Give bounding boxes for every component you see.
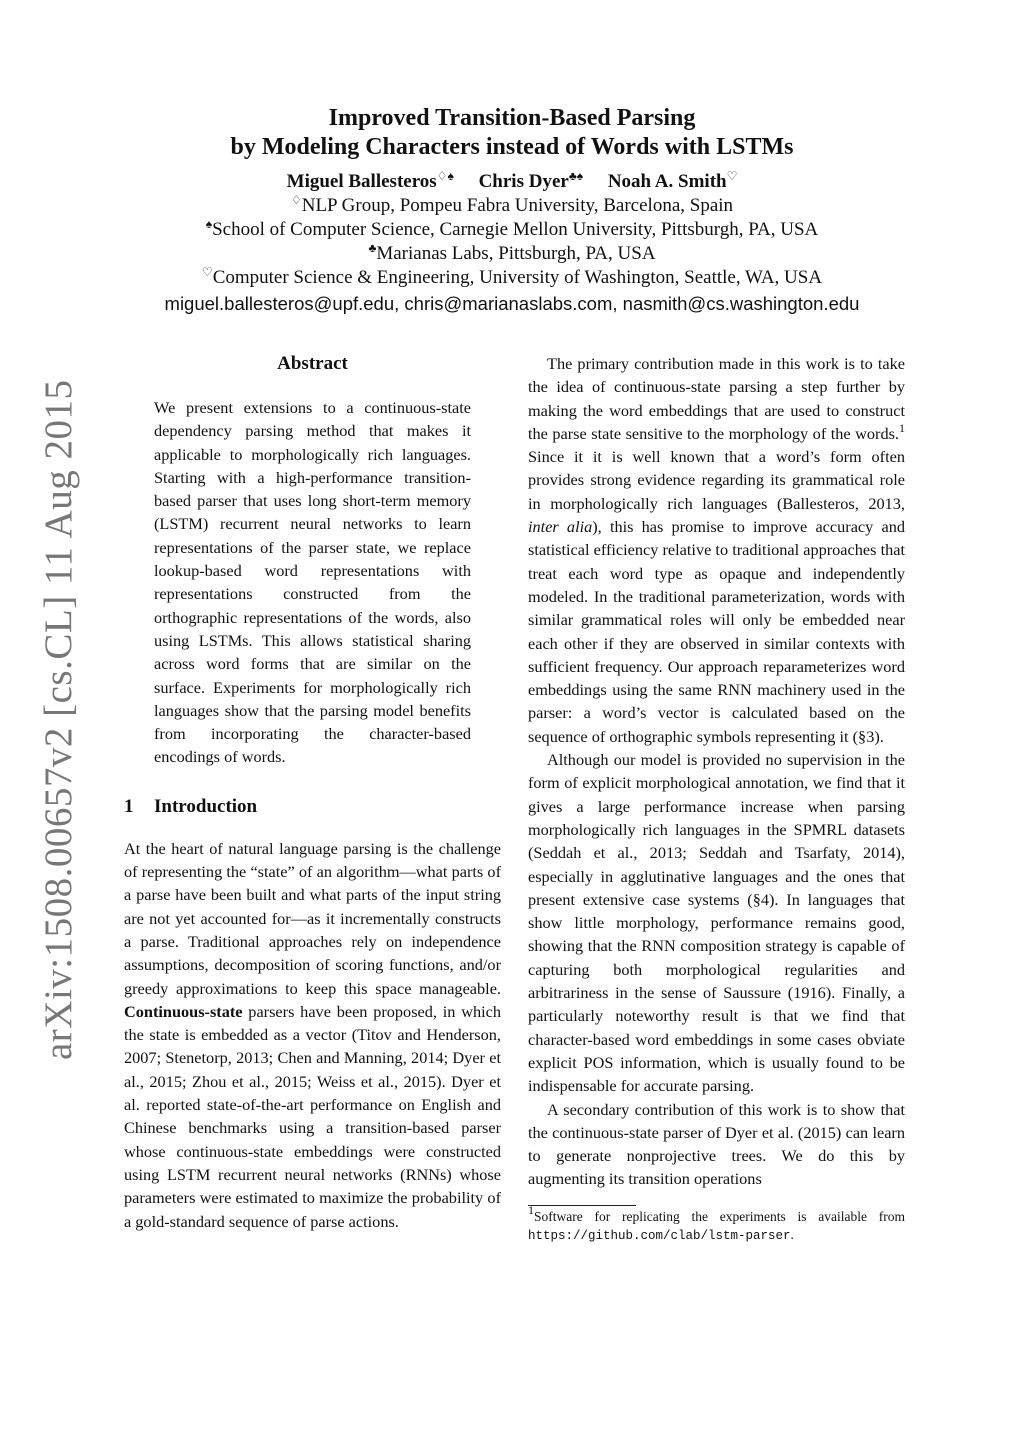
intro-paragraph (124, 837, 501, 1233)
author-marks: ♢♠ (436, 169, 454, 183)
italic-term: inter alia (528, 517, 593, 537)
section-heading-introduction (124, 795, 501, 819)
arxiv-identifier: arXiv:1508.00657v2 [cs.CL] 11 Aug 2015 (37, 379, 80, 1060)
footnote-end: . (790, 1226, 794, 1242)
body-paragraph: Although our model is provided no supervision in the form of explicit morphological annotation, we find that it gives a large performance increase when parsing morphologically rich languages in the SPMRL datasets (Seddah et al., 2013; Seddah and Tsarfaty, 2014), especially in agglutinative languages and the ones that present extensive case systems (§4). In languages that show little morphology, performance remains good, showing that the RNN composition strategy is capable of capturing both morphological regularities and arbitrariness in the sense of Saussure (1916). Finally, a particularly noteworthy result is that we find that character-based word embeddings in some cases obviate explicit POS information, which is usually found to be indispensable for accurate parsing. (528, 750, 905, 1096)
intro-bold-term: Continuous-state (124, 1001, 243, 1021)
affiliation (0, 266, 1024, 290)
affiliation (0, 242, 1024, 266)
title-line-2: by Modeling Characters instead of Words with LSTMs (230, 134, 794, 160)
paragraph-text: Since it it is well known that a word’s form often provides strong evidence regarding its grammatical role in morphologically rich languages (Ballesteros, 2013, (528, 447, 905, 513)
affiliation (0, 218, 1024, 242)
affiliation (0, 194, 1024, 218)
author-name: Miguel Ballesteros (286, 171, 437, 192)
paper-title (0, 104, 1024, 162)
footnote-text: Software for replicating the experiments is available from (534, 1208, 905, 1224)
left-column (124, 352, 501, 1233)
footnote-mark: 1 (528, 1202, 534, 1217)
paper-header (0, 104, 1024, 317)
footnote-ref: 1 (899, 420, 905, 435)
affiliation-text: Marianas Labs, Pittsburgh, PA, USA (376, 243, 656, 264)
affiliation-mark: ♢ (290, 193, 302, 207)
abstract-body: We present extensions to a continuous-state dependency parsing method that makes it applicable to morphologically rich languages. Starting with a high-performance transition-based parser that uses long short-term memory (LSTM) recurrent neural networks to learn representations of the parser state, we replace lookup-based word representations with representations constructed from the orthographic representations of the words, also using LSTMs. This allows statistical sharing across word forms that are similar on the surface. Experiments for morphologically rich languages show that the parsing model benefits from incorporating the character-based encodings of words. (154, 398, 471, 767)
right-column (528, 352, 905, 1245)
section-title: Introduction (154, 795, 258, 817)
footnote-url[interactable]: https://github.com/clab/lstm-parser (528, 1228, 791, 1243)
affiliation-text: School of Computer Science, Carnegie Mellon University, Pittsburgh, PA, USA (212, 219, 819, 240)
paragraph-text: The primary contribution made in this work is to take the idea of continuous-state parsing a step further by making the word embeddings that are used to construct the parse state sensitive to the morphology of the words. (528, 354, 905, 443)
section-number: 1 (124, 795, 134, 817)
author-emails: miguel.ballesteros@upf.edu, chris@marianaslabs.com, nasmith@cs.washington.edu (164, 293, 860, 314)
affiliation-mark: ♠ (205, 217, 213, 231)
affiliation-text: NLP Group, Pompeu Fabra University, Barcelona, Spain (301, 195, 734, 216)
footnote-divider (528, 1205, 636, 1206)
author-marks: ♣♠ (568, 169, 584, 183)
body-paragraph (528, 352, 905, 748)
author-name: Chris Dyer (478, 171, 569, 192)
affiliation-mark: ♣ (368, 241, 377, 255)
author-list (0, 170, 1024, 194)
abstract-heading: Abstract (277, 353, 348, 374)
footnote (528, 1202, 905, 1245)
intro-text: At the heart of natural language parsing is the challenge of representing the “state” of an algorithm—what parts of a parse have been built and what parts of the input string are not yet accounted for—as it incrementally constructs a parse. Traditional approaches rely on independence assumptions, decomposition of scoring functions, and/or greedy approximations to keep this space manageable. (124, 838, 501, 998)
paragraph-text: ), this has promise to improve accuracy and statistical efficiency relative to traditional approaches that treat each word type as opaque and independently modeled. In the traditional parameterization, words with similar grammatical roles will only be embedded near each other if they are observed in similar contexts with sufficient frequency. Our approach reparameterizes word embeddings using the same RNN machinery used in the parser: a word’s vector is calculated based on the sequence of orthographic symbols representing it (§3). (528, 517, 905, 746)
author-name: Noah A. Smith (607, 171, 727, 192)
author-marks: ♡ (726, 169, 738, 183)
body-paragraph: A secondary contribution of this work is to show that the continuous-state parser of Dyer et al. (2015) can learn to generate nonprojective trees. We do this by augmenting its transition operations (528, 1099, 905, 1189)
affiliation-text: Computer Science & Engineering, University of Washington, Seattle, WA, USA (212, 267, 823, 288)
intro-text: parsers have been proposed, in which the state is embedded as a vector (Titov and Henderson, 2007; Stenetorp, 2013; Chen and Manning, 2014; Dyer et al., 2015; Zhou et al., 2015; Weiss et al., 2015). Dyer et al. reported state-of-the-art performance on English and Chinese benchmarks using a transition-based parser whose continuous-state embeddings were constructed using LSTM recurrent neural networks (RNNs) whose parameters were estimated to maximize the probability of a gold-standard sequence of parse actions. (124, 1001, 501, 1231)
affiliation-mark: ♡ (201, 265, 213, 279)
title-line-1: Improved Transition-Based Parsing (328, 105, 696, 131)
